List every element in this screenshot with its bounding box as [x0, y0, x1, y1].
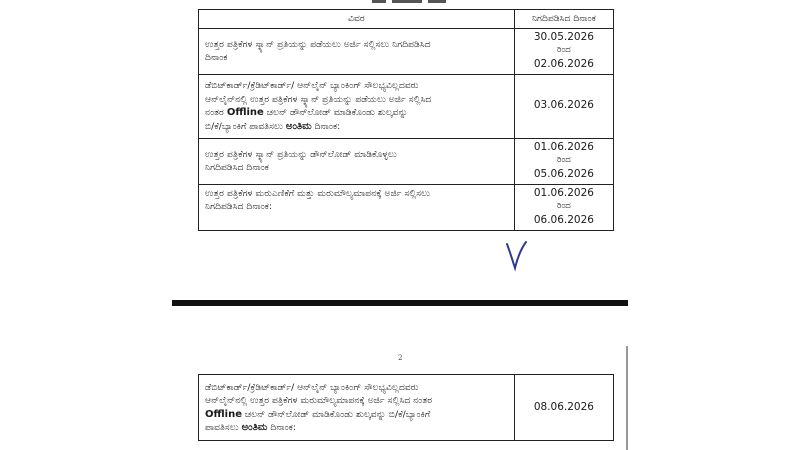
- desc-line: ಡೆಬಿಟ್‌ಕಾರ್ಡ್/ಕ್ರೆಡಿಟ್‌ಕಾರ್ಡ್/ ಆನ್‌ಲೈನ್ ಬ್ಯಾಂಕಿಂಗ್ ಸೌಲಭ್ಯವಿಲ್ಲದವರು: [205, 381, 419, 393]
- desc-line: ಆನ್‌ಲೈನ್‌ನಲ್ಲಿ ಉತ್ತರ ಪತ್ರಿಕೆಗಳ ಸ್ಕ್ಯಾನ್ ಪ್ರತಿಯನ್ನು ಪಡೆಯಲು ಅರ್ಜಿ ಸಲ್ಲಿಸಿದ: [205, 93, 432, 105]
- row-description: [199, 74, 515, 138]
- desc-text: ಬಿ/ಕೆ/ಬ್ಯಾಂಕಿಗೆ ಪಾವತಿಸಲು: [205, 120, 286, 132]
- schedule-table: [198, 9, 614, 231]
- desc-text: ಪಾವತಿಸಲು: [205, 422, 242, 433]
- date-from: 01.06.2026: [533, 186, 594, 199]
- desc-text: ದಿನಾಂಕ:: [311, 120, 341, 132]
- header-scheduled-date: ನಿಗದಿಪಡಿಸಿದ ದಿನಾಂಕ: [514, 10, 613, 29]
- row-date: [514, 74, 613, 138]
- row-description: [199, 28, 515, 74]
- table-row: [199, 375, 614, 441]
- date-single: 08.06.2026: [533, 400, 594, 413]
- date-separator: ರಿಂದ: [557, 45, 571, 56]
- header-description: ವಿವರ: [199, 10, 515, 29]
- desc-text: ಚಲನ್ ಡೌನ್‌ಲೋಡ್ ಮಾಡಿಕೊಂಡು ಶುಲ್ಕವನ್ನು ಬಿ/ಕೆ/ಬ್ಯಾಂಕಿಗೆ: [242, 408, 431, 420]
- table-row: [199, 138, 614, 184]
- table-row: [199, 28, 614, 74]
- desc-line: ಉತ್ತರ ಪತ್ರಿಕೆಗಳ ಸ್ಕ್ಯಾನ್ ಪ್ರತಿಯನ್ನು ಪಡೆಯಲು ಅರ್ಜಿ ಸಲ್ಲಿಸಲು ನಿಗದಿಪಡಿಸಿದ: [205, 38, 431, 50]
- desc-text: ನಂತರ: [205, 107, 227, 118]
- document-page-bottom: [172, 306, 628, 450]
- row-description: [199, 138, 515, 184]
- desc-line: ಉತ್ತರ ಪತ್ರಿಕೆಗಳ ಸ್ಕ್ಯಾನ್ ಪ್ರತಿಯನ್ನು ಡೌನ್‌ಲೋಡ್ ಮಾಡಿಕೊಳ್ಳಲು: [205, 148, 397, 160]
- desc-line: [205, 106, 508, 120]
- desc-line: [205, 408, 508, 422]
- cropped-text-fragment: [372, 0, 452, 4]
- desc-line: ಆನ್‌ಲೈನ್‌ನಲ್ಲಿ ಉತ್ತರ ಪತ್ರಿಕೆಗಳ ಮರುಮೌಲ್ಯಮಾಪನಕ್ಕೆ ಅರ್ಜಿ ಸಲ್ಲಿಸಿದ ನಂತರ: [205, 395, 433, 406]
- row-date: [514, 184, 613, 230]
- desc-line: ನಿಗದಿಪಡಿಸಿದ ದಿನಾಂಕ: [205, 162, 269, 173]
- row-description: [199, 184, 515, 230]
- final-emphasis: ಅಂತಿಮ: [285, 120, 312, 132]
- row-date: [514, 138, 613, 184]
- date-to: 06.06.2026: [533, 213, 594, 226]
- schedule-table-continued: [198, 374, 614, 441]
- table-row: [199, 74, 614, 138]
- desc-line: ದಿನಾಂಕ: [205, 52, 228, 63]
- desc-line: ನಿಗದಿಪಡಿಸಿದ ದಿನಾಂಕ:: [205, 201, 273, 212]
- desc-line: [205, 421, 508, 435]
- desc-text: ಚಲನ್ ಡೌನ್‌ಲೋಡ್ ಮಾಡಿಕೊಂಡು ಶುಲ್ಕವನ್ನು: [263, 107, 408, 118]
- date-to: 02.06.2026: [533, 57, 594, 70]
- row-date: [514, 375, 613, 441]
- date-single: 03.06.2026: [533, 99, 594, 112]
- table-header-row: [199, 10, 614, 29]
- document-page-top: [172, 0, 628, 300]
- desc-line: ಡೆಬಿಟ್‌ಕಾರ್ಡ್/ಕ್ರೆಡಿಟ್‌ಕಾರ್ಡ್/ ಆನ್‌ಲೈನ್ ಬ್ಯಾಂಕಿಂಗ್ ಸೌಲಭ್ಯವಿಲ್ಲದವರು: [205, 80, 419, 91]
- page-number: 2: [398, 354, 403, 362]
- date-separator: ರಿಂದ: [557, 201, 571, 212]
- table-row: [199, 184, 614, 230]
- offline-emphasis: Offline: [205, 408, 242, 420]
- desc-text: ದಿನಾಂಕ:: [267, 422, 296, 433]
- row-description: [199, 375, 515, 441]
- signature-mark: [504, 238, 528, 272]
- date-separator: ರಿಂದ: [557, 155, 571, 166]
- final-emphasis: ಅಂತಿಮ: [241, 422, 268, 433]
- row-date: [514, 28, 613, 74]
- scan-edge-shadow: [626, 346, 628, 450]
- desc-line: [205, 120, 508, 134]
- desc-line: ಉತ್ತರ ಪತ್ರಿಕೆಗಳ ಮರುಎಣಿಕೆಗೆ ಮತ್ತು ಮರುಮೌಲ್ಯಮಾಪನಕ್ಕೆ ಅರ್ಜಿ ಸಲ್ಲಿಸಲು: [205, 187, 431, 199]
- date-to: 05.06.2026: [533, 167, 594, 180]
- date-from: 30.05.2026: [533, 30, 594, 43]
- offline-emphasis: Offline: [226, 107, 264, 118]
- date-from: 01.06.2026: [533, 140, 594, 153]
